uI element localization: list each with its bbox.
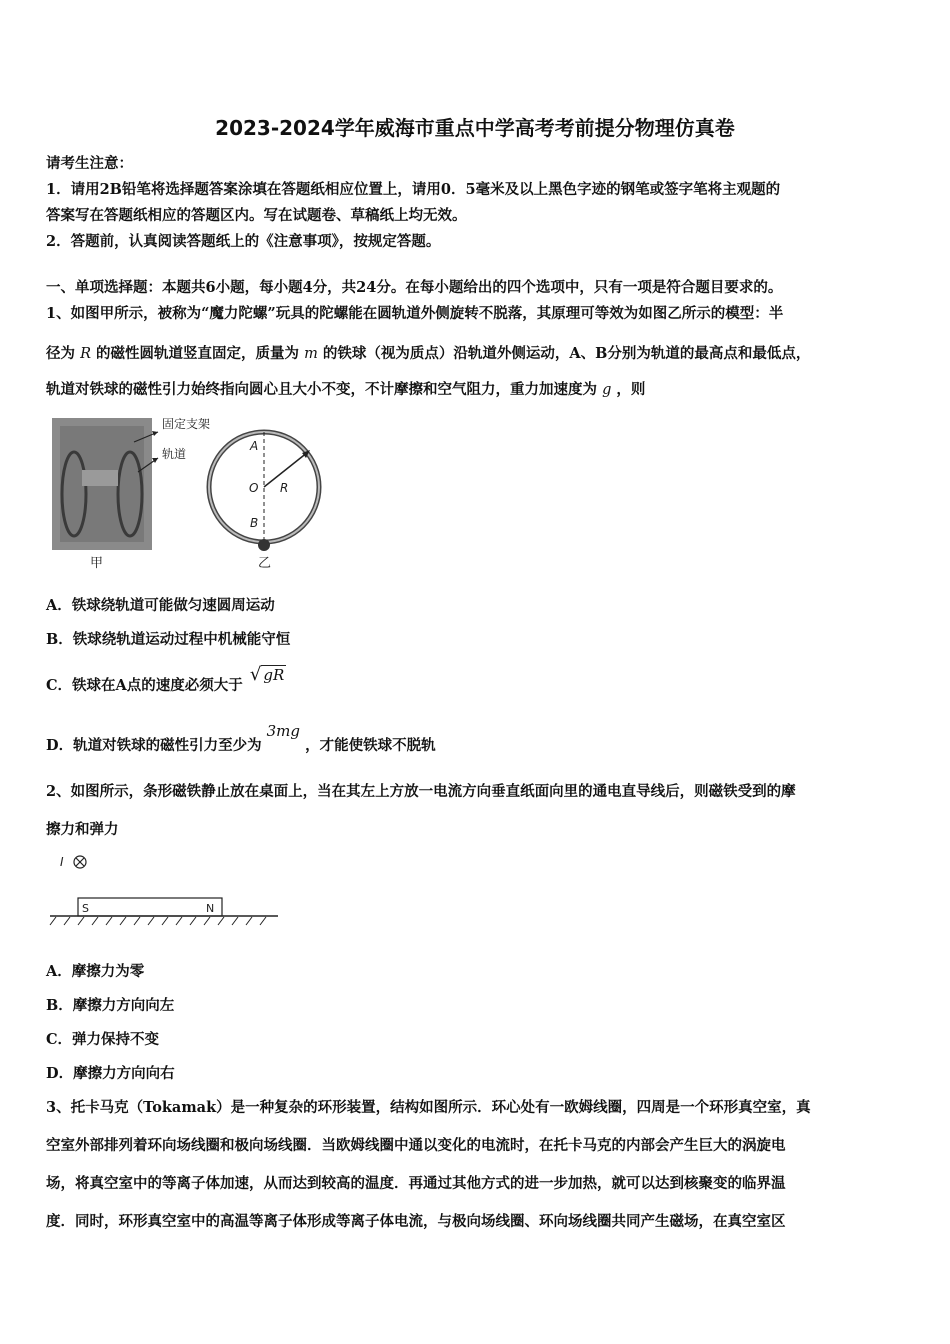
page-title: 2023-2024学年威海市重点中学高考考前提分物理仿真卷	[215, 116, 735, 140]
q1-line2-part-a: 径为	[46, 345, 75, 362]
label-support: 固定支架	[162, 417, 211, 431]
current-into-page-icon	[74, 856, 86, 868]
q1-line2	[46, 342, 810, 363]
q2-option-a: A．摩擦力为零	[46, 963, 145, 980]
q1-line2-part-c: 的铁球（视为质点）沿轨道外侧运动，A、B分别为轨道的最高点和最低点，	[322, 345, 811, 362]
q1-line1: 1、如图甲所示，被称为“魔力陀螺”玩具的陀螺能在圆轨道外侧旋转不脱落，其原理可等效为如图乙所示的模型：半	[46, 305, 784, 322]
q3-line4: 度．同时，环形真空室中的高温等离子体形成等离子体电流，与极向场线圈、环向场线圈共同产生磁场，在真空室区	[46, 1213, 786, 1230]
q1-line3-part-a: 轨道对铁球的磁性引力始终指向圆心且大小不变，不计摩擦和空气阻力，重力加速度为	[46, 381, 597, 398]
q2-line1: 2、如图所示，条形磁铁静止放在桌面上，当在其左上方放一电流方向垂直纸面向里的通电直导线后，则磁铁受到的摩	[46, 783, 796, 800]
label-A: A	[250, 439, 259, 453]
notice-item1-line2: 答案写在答题纸相应的答题区内。写在试题卷、草稿纸上均无效。	[46, 207, 467, 224]
q1-option-c-text: C．铁球在A点的速度必须大于	[46, 677, 243, 694]
sqrt-sign: √	[249, 664, 262, 685]
q2-option-b: B．摩擦力方向向左	[46, 997, 175, 1014]
q2-line2: 擦力和弹力	[46, 821, 119, 838]
q3-line3: 场，将真空室中的等离子体加速，从而达到较高的温度．再通过其他方式的进一步加热，就可以达到核聚变的临界温	[46, 1175, 786, 1192]
bar-magnet	[78, 898, 222, 916]
notice-item2: 2．答题前，认真阅读答题纸上的《注意事项》，按规定答题。	[46, 233, 441, 250]
label-B: B	[250, 516, 259, 530]
table-hatching	[50, 917, 266, 925]
caption-jia: 甲	[90, 556, 104, 571]
sqrt-expression	[250, 664, 286, 685]
notice-item1-line1: 1．请用2B铅笔将选择题答案涂填在答题纸相应位置上，请用0．5毫米及以上黑色字迹的钢笔或签字笔将主观题的	[46, 181, 781, 198]
q1-line2-part-b: 的磁性圆轨道竖直固定，质量为	[96, 345, 300, 362]
label-N: N	[206, 902, 215, 915]
notice-heading: 请考生注意：	[46, 155, 133, 172]
q2-option-d: D．摩擦力方向向右	[46, 1065, 175, 1082]
q1-option-d-part-a: D．轨道对铁球的磁性引力至少为	[46, 737, 262, 754]
label-O: O	[249, 481, 259, 495]
caption-yi: 乙	[258, 556, 272, 571]
q1-option-a: A．铁球绕轨道可能做匀速圆周运动	[46, 597, 275, 614]
q1-line3-part-b: ，则	[616, 381, 646, 398]
q2-option-c: C．弹力保持不变	[46, 1031, 160, 1048]
label-track: 轨道	[162, 447, 187, 461]
var-m: m	[304, 346, 318, 362]
sqrt-radicand: gR	[263, 666, 285, 684]
q3-line1: 3、托卡马克（Tokamak）是一种复杂的环形装置，结构如图所示．环心处有一欧姆线圈，四周是一个环形真空室，真	[46, 1099, 811, 1116]
q1-line3	[46, 378, 645, 399]
var-R: R	[80, 346, 91, 362]
label-S: S	[82, 902, 89, 915]
q1-option-d	[46, 720, 436, 754]
var-g: g	[602, 382, 612, 398]
q3-line2: 空室外部排列着环向场线圈和极向场线圈．当欧姆线圈中通以变化的电流时，在托卡马克的内部会产生巨大的涡旋电	[46, 1137, 786, 1154]
q2-figure	[46, 848, 286, 930]
section-heading: 一、单项选择题：本题共6小题，每小题4分，共24分。在每小题给出的四个选项中，只有一项是符合题目要求的。	[46, 279, 783, 296]
q1-option-b: B．铁球绕轨道运动过程中机械能守恒	[46, 631, 291, 648]
math-3mg: 3mg	[266, 722, 301, 740]
q1-figure	[46, 412, 336, 577]
iron-ball	[258, 539, 270, 551]
label-I: I	[60, 855, 64, 869]
q1-option-c	[46, 664, 286, 694]
q1-option-d-part-b: ，才能使铁球不脱轨	[305, 737, 436, 754]
label-R: R	[280, 481, 289, 495]
